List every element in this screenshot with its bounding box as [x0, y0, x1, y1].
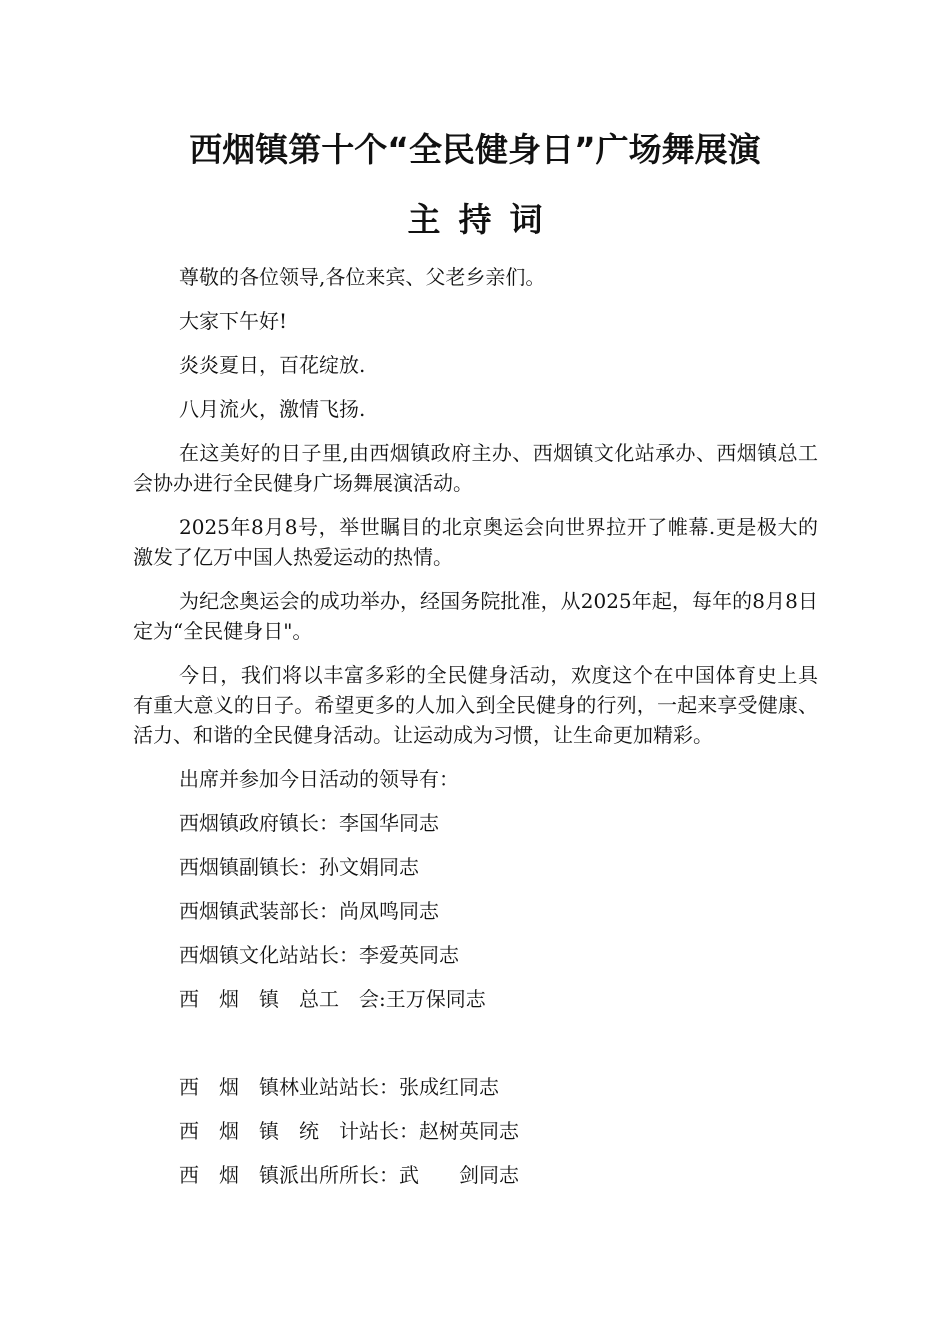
paragraph-greeting: 尊敬的各位领导,各位来宾、父老乡亲们。 [179, 265, 546, 289]
paragraph-fitness-day: 为纪念奥运会的成功举办，经国务院批准，从2025年起，每年的8月8日定为“全民健身日"。 [133, 589, 818, 643]
leader-item: 西烟镇政府镇长：李国华同志 [179, 811, 439, 835]
paragraph-leaders-intro: 出席并参加今日活动的领导有： [179, 767, 459, 791]
leader-item: 西 烟 镇 总工 会:王万保同志 [179, 987, 486, 1011]
paragraph-good-afternoon: 大家下午好! [179, 309, 288, 333]
leader-item: 西烟镇副镇长：孙文娟同志 [179, 855, 419, 879]
blank-gap [133, 1028, 818, 1072]
document-body [133, 262, 818, 1204]
leader-item: 西 烟 镇林业站站长：张成红同志 [179, 1075, 499, 1099]
paragraph-august: 八月流火，激情飞扬. [179, 397, 366, 421]
leader-item: 西烟镇文化站站长：李爱英同志 [179, 943, 459, 967]
paragraph-summer: 炎炎夏日，百花绽放. [179, 353, 366, 377]
paragraph-today: 今日，我们将以丰富多彩的全民健身活动，欢度这个在中国体育史上具有重大意义的日子。希望更多的人加入到全民健身的行列，一起来享受健康、活力、和谐的全民健身活动。让运动成为习惯，让生命更加精彩。 [133, 663, 818, 747]
document-title: 西烟镇第十个“全民健身日”广场舞展演 [189, 130, 761, 169]
leader-item: 西 烟 镇派出所所长：武 剑同志 [179, 1163, 519, 1187]
document-subtitle: 主持词 [407, 200, 561, 239]
leader-item: 西 烟 镇 统 计站长：赵树英同志 [179, 1119, 519, 1143]
paragraph-olympics: 2025年8月8号，举世瞩目的北京奥运会向世界拉开了帷幕.更是极大的激发了亿万中国人热爱运动的热情。 [133, 515, 818, 569]
paragraph-organizers: 在这美好的日子里,由西烟镇政府主办、西烟镇文化站承办、西烟镇总工会协办进行全民健身广场舞展演活动。 [133, 441, 818, 495]
leader-item: 西烟镇武装部长：尚凤鸣同志 [179, 899, 439, 923]
